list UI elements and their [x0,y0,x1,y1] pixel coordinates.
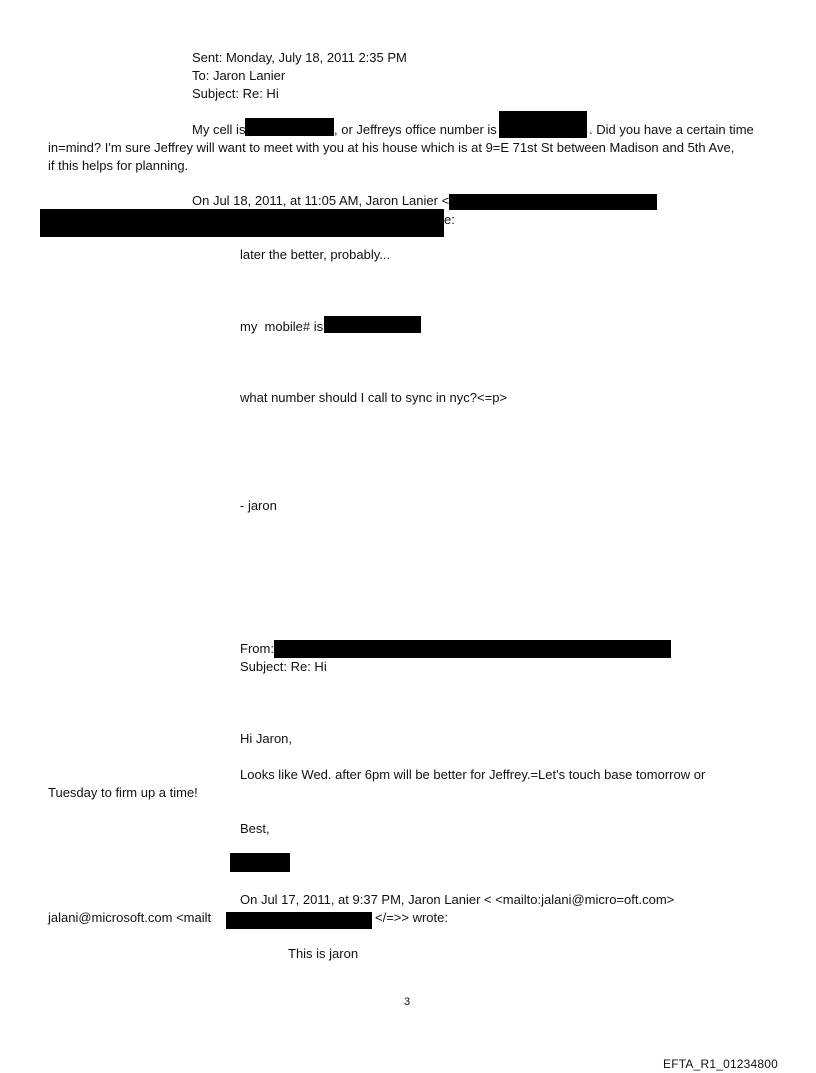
redaction-bar [499,111,587,138]
redaction-bar [245,118,334,136]
subject-line: Subject: Re: Hi [192,86,279,101]
page-number: 3 [404,996,411,1008]
quote-intro-2: On Jul 17, 2011, at 9:37 PM, Jaron Lanier < <mailto:jalani@micro=oft.com> [240,892,675,907]
reply-office-text: , or Jeffreys office number is [334,122,497,137]
body-line-3: This is jaron [288,946,359,961]
quote-intro-2-wrote: </=>> wrote: [375,910,448,925]
reply-line-2: in=mind? I'm sure Jeffrey will want to meet with you at his house which is at 9=E 71st St between Madison and 5th Ave, [48,140,735,155]
quote-line-mobile: my mobile# is [240,319,324,334]
closing: Best, [240,821,270,836]
greeting: Hi Jaron, [240,731,293,746]
redaction-bar [274,640,671,658]
redaction-bar [230,853,290,872]
redaction-bar [324,316,421,333]
document-id: EFTA_R1_01234800 [663,1057,779,1071]
redaction-bar [449,194,657,210]
redaction-bar [226,912,372,929]
quote-subject-line: Subject: Re: Hi [240,659,327,674]
quote-signature: - jaron [240,498,277,513]
quote-line-sync: what number should I call to sync in nyc?<=p> [240,390,508,405]
redaction-bar [40,209,444,237]
quote-line-later: later the better, probably... [240,247,391,262]
quote-intro-tail: e: [444,212,455,227]
body-line-2: Tuesday to firm up a time! [48,785,198,800]
from-line: From: [240,641,274,656]
quote-intro-2-line-2: jalani@microsoft.com <mailt [48,910,212,925]
reply-line-3: if this helps for planning. [48,158,189,173]
sent-line: Sent: Monday, July 18, 2011 2:35 PM [192,50,407,65]
quote-intro: On Jul 18, 2011, at 11:05 AM, Jaron Lanier < [192,193,450,208]
body-line-1: Looks like Wed. after 6pm will be better for Jeffrey.=Let's touch base tomorrow or [240,767,706,782]
reply-cell-text: My cell is [192,122,246,137]
to-line: To: Jaron Lanier [192,68,286,83]
reply-time-text: . Did you have a certain time [589,122,754,137]
